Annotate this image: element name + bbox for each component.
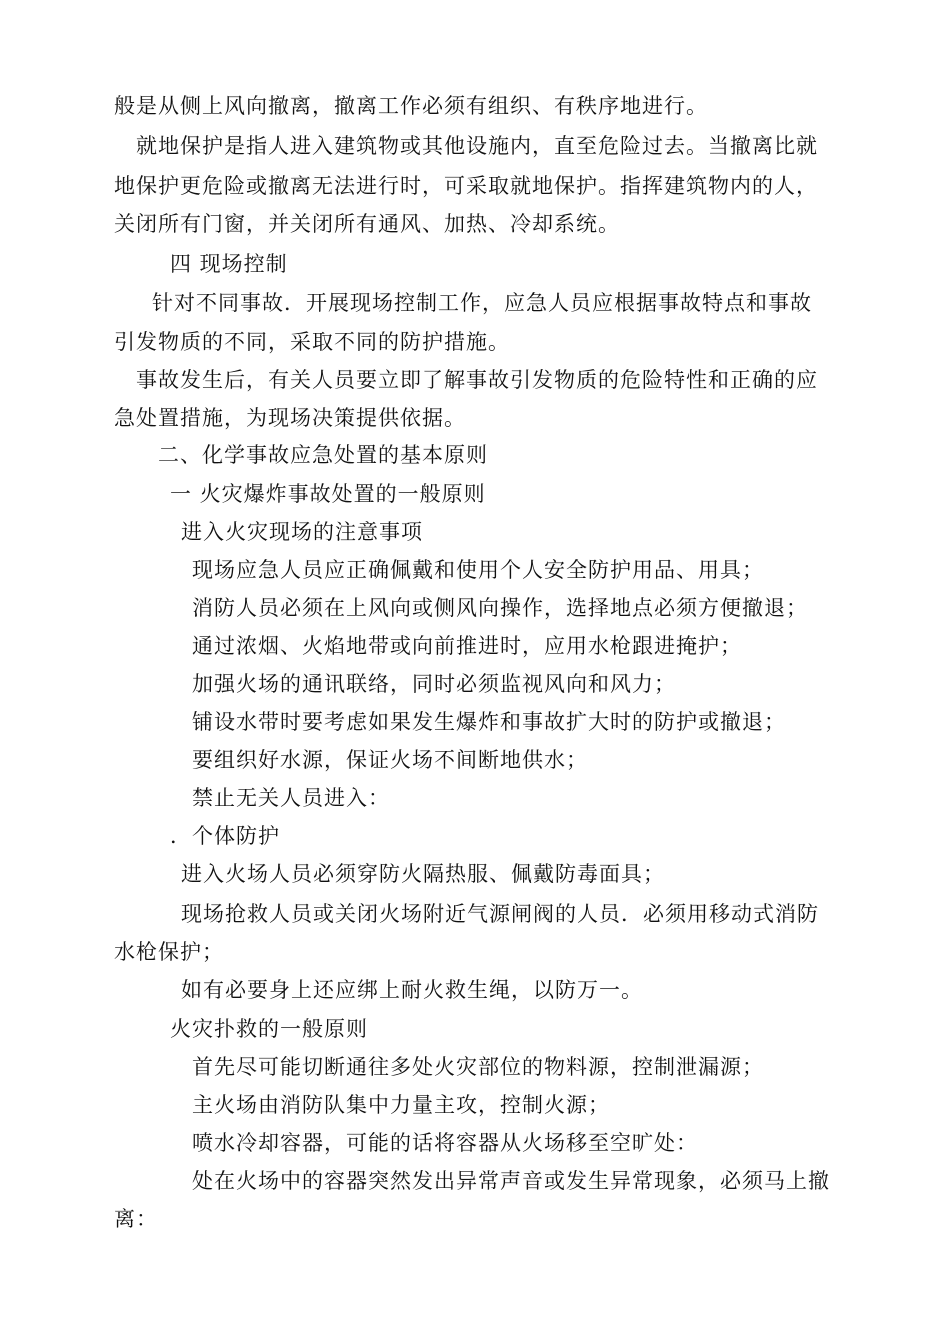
text-line-9: 急处置措施，为现场决策提供依据。 <box>114 406 466 430</box>
topic-heading-personal-protection: ．个体防护 <box>170 824 280 848</box>
section-heading-4: 四 现场控制 <box>170 252 288 276</box>
list-item: 要组织好水源，保证火场不间断地供水； <box>192 748 588 772</box>
list-item: 禁止无关人员进入： <box>192 786 390 810</box>
list-item: 主火场由消防队集中力量主攻，控制火源； <box>192 1093 610 1117</box>
text-line-7: 引发物质的不同，采取不同的防护措施。 <box>114 330 510 354</box>
text-line-1: 般是从侧上风向撤离，撤离工作必须有组织、有秩序地进行。 <box>114 94 708 118</box>
list-item: 现场抢救人员或关闭火场附近气源闸阀的人员．必须用移动式消防 <box>181 902 819 926</box>
list-item: 如有必要身上还应绑上耐火救生绳，以防万一。 <box>181 978 643 1002</box>
list-item: 通过浓烟、火焰地带或向前推进时，应用水枪跟进掩护； <box>192 634 742 658</box>
list-item: 加强火场的通讯联络，同时必须监视风向和风力； <box>192 672 676 696</box>
list-item: 铺设水带时要考虑如果发生爆炸和事故扩大时的防护或撤退； <box>192 710 786 734</box>
section-heading-2: 二、化学事故应急处置的基本原则 <box>158 443 488 467</box>
text-line-3: 地保护更危险或撤离无法进行时，可采取就地保护。指挥建筑物内的人， <box>114 174 818 198</box>
text-line-4: 关闭所有门窗，并关闭所有通风、加热、冷却系统。 <box>114 212 620 236</box>
text-line-8: 事故发生后，有关人员要立即了解事故引发物质的危险特性和正确的应 <box>136 368 818 392</box>
topic-heading-firefighting: 火灾扑救的一般原则 <box>170 1017 368 1041</box>
text-line-6: 针对不同事故．开展现场控制工作，应急人员应根据事故特点和事故 <box>152 291 812 315</box>
list-item: 处在火场中的容器突然发出异常声音或发生异常现象，必须马上撤 <box>192 1169 830 1193</box>
list-item: 喷水冷却容器，可能的话将容器从火场移至空旷处： <box>192 1131 698 1155</box>
list-item: 进入火场人员必须穿防火隔热服、佩戴防毒面具； <box>181 862 665 886</box>
text-line-2: 就地保护是指人进入建筑物或其他设施内，直至危险过去。当撤离比就 <box>136 134 818 158</box>
list-item: 消防人员必须在上风向或侧风向操作，选择地点必须方便撤退； <box>192 596 808 620</box>
list-item-continuation: 水枪保护； <box>114 940 224 964</box>
list-item: 现场应急人员应正确佩戴和使用个人安全防护用品、用具； <box>192 558 764 582</box>
topic-heading-fire-entry: 进入火灾现场的注意事项 <box>181 520 423 544</box>
subsection-heading-1: 一 火灾爆炸事故处置的一般原则 <box>170 482 486 506</box>
list-item: 首先尽可能切断通往多处火灾部位的物料源，控制泄漏源； <box>192 1055 764 1079</box>
list-item-continuation: 离： <box>114 1207 158 1231</box>
